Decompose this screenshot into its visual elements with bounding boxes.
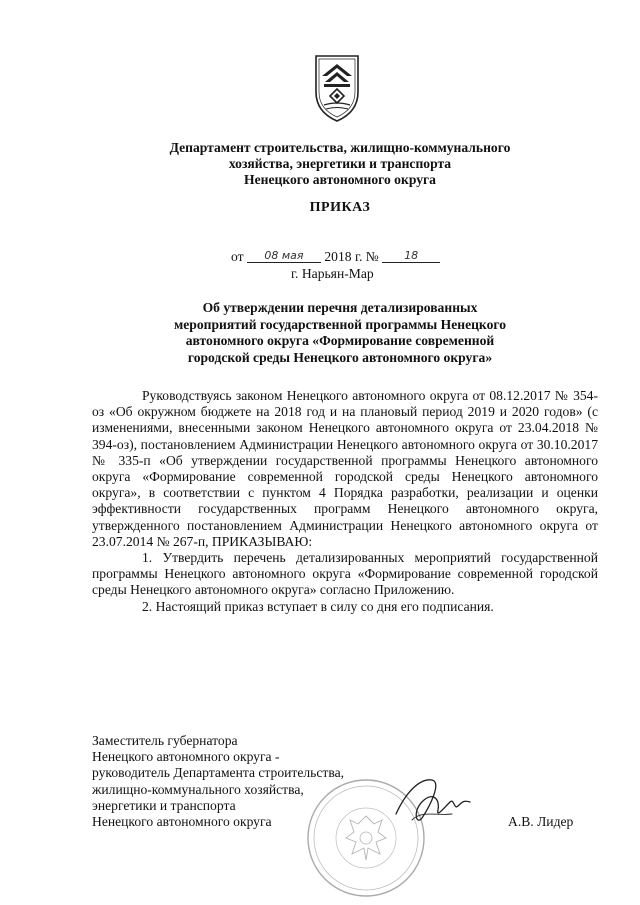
signatory-line-6: Ненецкого автономного округа	[92, 814, 272, 830]
order-subject	[80, 300, 600, 366]
signatory-line-3: руководитель Департамента строительства,	[92, 765, 345, 781]
signatory-line-1: Заместитель губернатора	[92, 733, 238, 748]
body-paragraph-item-2: 2. Настоящий приказ вступает в силу со дня его подписания.	[142, 598, 494, 614]
order-date-line	[231, 249, 440, 265]
date-prefix: от	[231, 249, 244, 264]
department-line-3: Ненецкого автономного округа	[244, 172, 436, 187]
subject-line-4: городской среды Ненецкого автономного округа»	[187, 349, 493, 365]
subject-line-3: автономного округа «Формирование современной	[185, 333, 495, 348]
signatory-line-2: Ненецкого автономного округа -	[92, 749, 280, 765]
department-line-1: Департамент строительства, жилищно-коммунального	[169, 140, 511, 155]
subject-line-2: мероприятий государственной программы Ненецкого	[173, 316, 507, 332]
signatory-line-4: жилищно-коммунального хозяйства,	[92, 781, 304, 797]
body-paragraph-item-1: 1. Утвердить перечень детализированных мероприятий государственной программы Ненецкого автономного округа «Формирование современной городской среды Ненецкого автономного округа» согласно Приложению.	[92, 550, 598, 598]
handwritten-date: 08 мая	[247, 249, 321, 263]
order-year-number-label: 2018 г. №	[324, 249, 379, 264]
body-paragraph-preamble: Руководствуясь законом Ненецкого автономного округа от 08.12.2017 № 354-оз «Об окружном бюджете на 2018 год и на плановый период 2019 и 2020 годов» (с изменениями, внесенными законом Ненецкого автономного округа от 23.04.2018 № 394-оз), постановлением Администрации Ненецкого автономного округа от 30.10.2017 № 335-п «Об утверждении государственной программы Ненецкого автономного округа «Формирование современной городской среды Ненецкого автономного округа», в соответствии с пунктом 4 Порядка разработки, реализации и оценки эффективности государственных программ Ненецкого автономного округа, утвержденного постановлением Администрации Ненецкого автономного округа от 23.07.2014 № 267-п, ПРИКАЗЫВАЮ:	[92, 388, 598, 549]
coat-of-arms-emblem-icon	[312, 52, 362, 124]
subject-line-1: Об утверждении перечня детализированных	[202, 300, 478, 315]
signatory-block	[92, 733, 344, 830]
signatory-line-5: энергетики и транспорта	[92, 797, 236, 813]
order-title: ПРИКАЗ	[309, 200, 371, 215]
department-line-2: хозяйства, энергетики и транспорта	[228, 156, 452, 171]
signer-name: А.В. Лидер	[508, 814, 574, 829]
handwritten-signature	[392, 770, 474, 832]
department-header	[80, 140, 600, 188]
order-body	[92, 388, 598, 615]
handwritten-order-number: 18	[382, 249, 440, 263]
order-city: г. Нарьян-Мар	[291, 266, 374, 281]
